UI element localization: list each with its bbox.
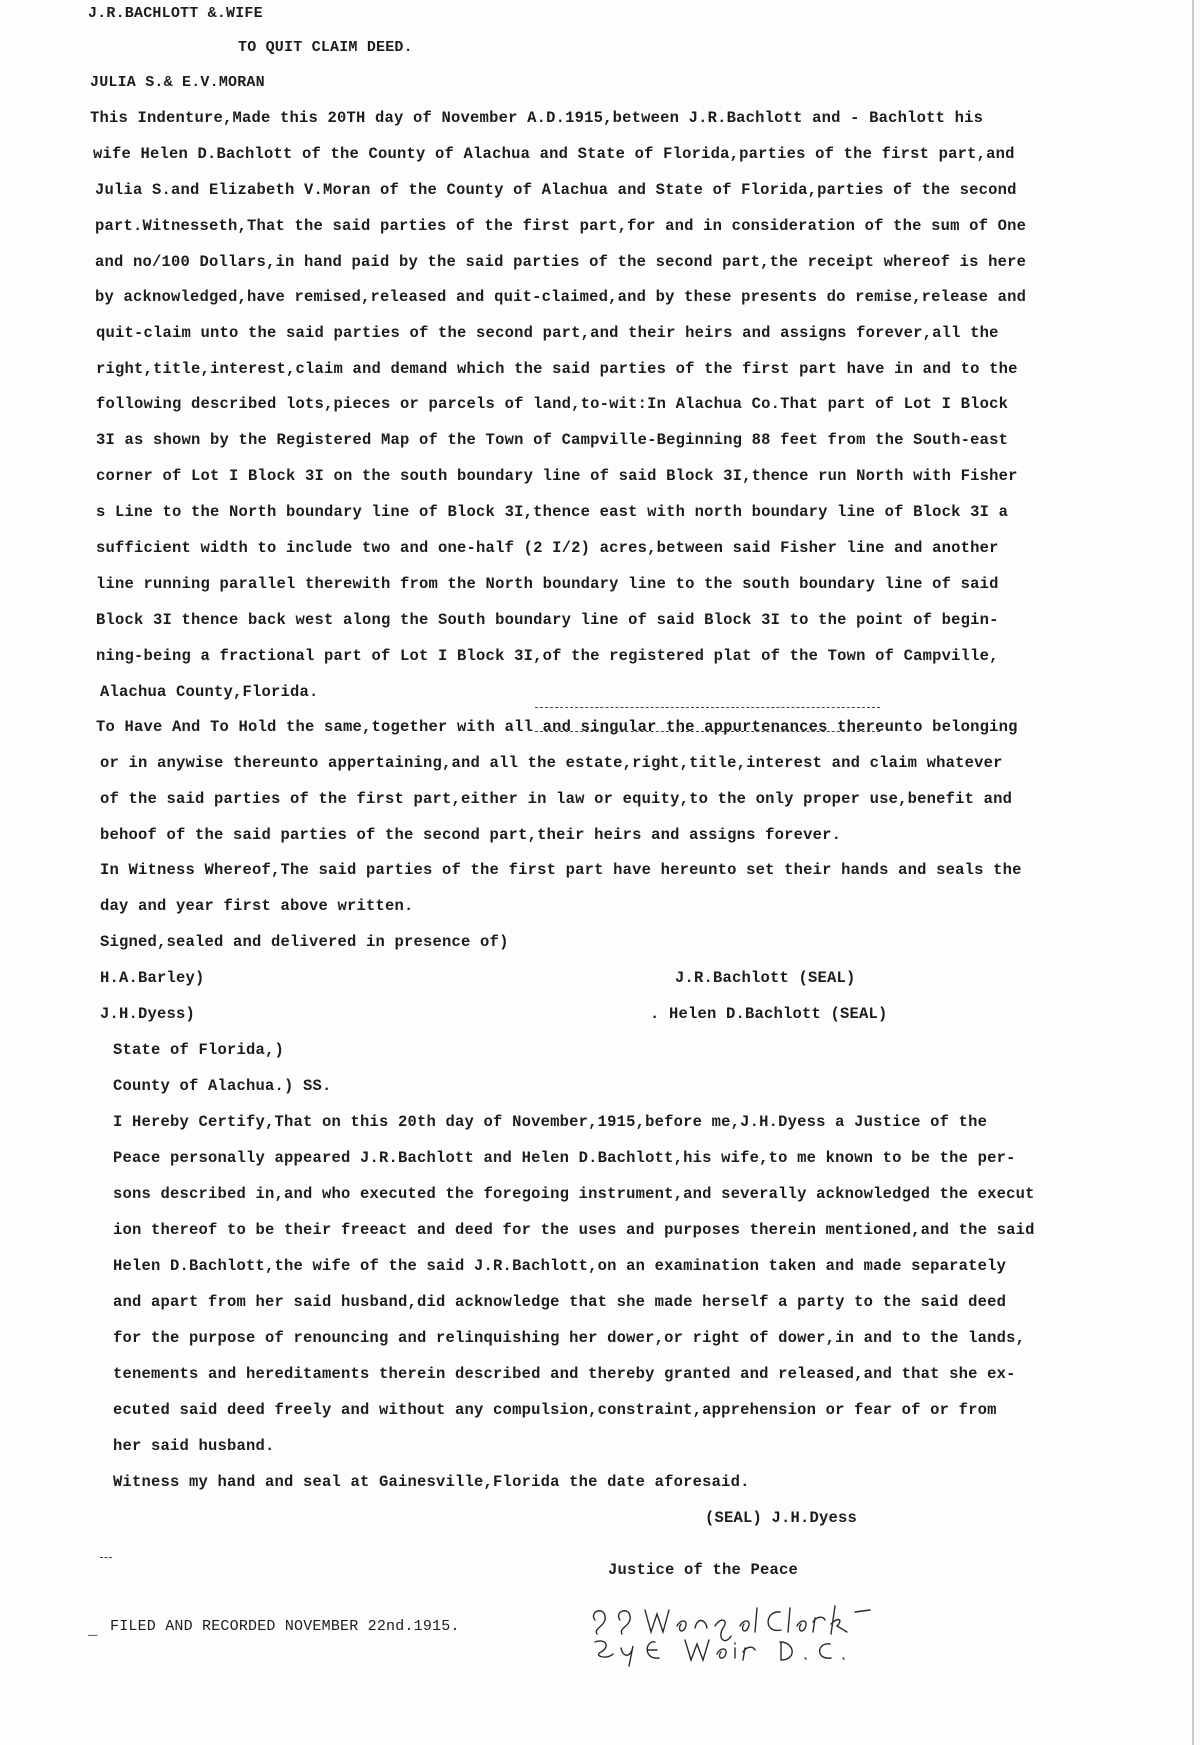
- officer-seal-name: (SEAL) J.H.Dyess: [705, 1509, 858, 1527]
- witness-1: H.A.Barley): [100, 969, 205, 987]
- signer-1: J.R.Bachlott (SEAL): [675, 969, 856, 987]
- body-line: part.Witnesseth,That the said parties of the first part,for and in consideration of the sum of One: [95, 217, 1027, 235]
- officer-title: Justice of the Peace: [608, 1561, 799, 1579]
- habendum-line: behoof of the said parties of the second part,their heirs and assigns forever.: [100, 826, 842, 844]
- acknowledgment-line: Helen D.Bachlott,the wife of the said J.R.Bachlott,on an examination taken and made separately: [113, 1257, 1007, 1275]
- body-line: following described lots,pieces or parcels of land,to-wit:In Alachua Co.That part of Lot I Block: [96, 395, 1009, 413]
- clerk-signature-image: [585, 1598, 925, 1668]
- body-line: sufficient width to include two and one-half (2 I/2) acres,between said Fisher line and another: [96, 539, 999, 557]
- acknowledgment-line: I Hereby Certify,That on this 20th day of November,1915,before me,J.H.Dyess a Justice of the: [113, 1113, 988, 1131]
- acknowledgment-line: and apart from her said husband,did acknowledge that she made herself a party to the said deed: [113, 1293, 1007, 1311]
- habendum-line: To Have And To Hold the same,together with all and singular the appurtenances thereunto belonging: [96, 718, 1018, 736]
- testimonium-line: In Witness Whereof,The said parties of the first part have hereunto set their hands and seals the: [100, 861, 1022, 879]
- presence-line: Signed,sealed and delivered in presence of): [100, 933, 509, 951]
- body-line: right,title,interest,claim and demand which the said parties of the first part have in and to the: [96, 360, 1018, 378]
- signer-2: . Helen D.Bachlott (SEAL): [650, 1005, 888, 1023]
- body-line: ning-being a fractional part of Lot I Block 3I,of the registered plat of the Town of Campville,: [96, 647, 999, 665]
- body-line: corner of Lot I Block 3I on the south boundary line of said Block 3I,thence run North with Fisher: [96, 467, 1018, 485]
- acknowledgment-line: ecuted said deed freely and without any compulsion,constraint,apprehension or fear of or from: [113, 1401, 997, 1419]
- testimonium-line: day and year first above written.: [100, 897, 414, 915]
- filing-recorded: FILED AND RECORDED NOVEMBER 22nd.1915.: [110, 1618, 460, 1635]
- habendum-line: of the said parties of the first part,either in law or equity,to the only proper use,benefit and: [100, 790, 1013, 808]
- acknowledgment-line: for the purpose of renouncing and relinquishing her dower,or right of dower,in and to the lands,: [113, 1329, 1026, 1347]
- body-line: Julia S.and Elizabeth V.Moran of the County of Alachua and State of Florida,parties of the second: [95, 181, 1017, 199]
- acknowledgment-line: sons described in,and who executed the foregoing instrument,and severally acknowledged the execut: [113, 1185, 1035, 1203]
- acknowledgment-line: Witness my hand and seal at Gainesville,Florida the date aforesaid.: [113, 1473, 750, 1491]
- dashed-rule: [535, 707, 880, 708]
- acknowledgment-line: ion thereof to be their freeact and deed for the uses and purposes therein mentioned,and the said: [113, 1221, 1035, 1239]
- page-edge-shadow: [1192, 0, 1194, 1745]
- body-line: Block 3I thence back west along the South boundary line of said Block 3I to the point of begin-: [96, 611, 999, 629]
- venue-county: County of Alachua.) SS.: [113, 1077, 332, 1095]
- filing-dash: _: [88, 1621, 98, 1639]
- witness-2: J.H.Dyess): [100, 1005, 196, 1023]
- grantee-heading: JULIA S.& E.V.MORAN: [90, 74, 265, 91]
- acknowledgment-line: Peace personally appeared J.R.Bachlott and Helen D.Bachlott,his wife,to me known to be the per-: [113, 1149, 1016, 1167]
- body-line: wife Helen D.Bachlott of the County of Alachua and State of Florida,parties of the first part,and: [93, 145, 1015, 163]
- body-line: by acknowledged,have remised,released and quit-claimed,and by these presents do remise,release and: [95, 288, 1027, 306]
- body-line: quit-claim unto the said parties of the second part,and their heirs and assigns forever,all the: [96, 324, 999, 342]
- venue-state: State of Florida,): [113, 1041, 285, 1059]
- body-line: 3I as shown by the Registered Map of the Town of Campville-Beginning 88 feet from the South-east: [96, 431, 1009, 449]
- body-line: This Indenture,Made this 20TH day of November A.D.1915,between J.R.Bachlott and - Bachlott his: [90, 109, 984, 127]
- body-line: s Line to the North boundary line of Block 3I,thence east with north boundary line of Block 3I a: [96, 503, 1009, 521]
- body-line: and no/100 Dollars,in hand paid by the said parties of the second part,the receipt whereof is here: [95, 253, 1027, 271]
- deed-type-heading: TO QUIT CLAIM DEED.: [238, 39, 413, 56]
- acknowledgment-line: tenements and hereditaments therein described and thereby granted and released,and that she ex-: [113, 1365, 1016, 1383]
- habendum-line: or in anywise thereunto appertaining,and all the estate,right,title,interest and claim whatever: [100, 754, 1003, 772]
- grantor-heading: J.R.BACHLOTT &.WIFE: [88, 5, 263, 22]
- body-line: Alachua County,Florida.: [100, 683, 319, 701]
- margin-mark: [100, 1557, 112, 1558]
- acknowledgment-line: her said husband.: [113, 1437, 275, 1455]
- body-line: line running parallel therewith from the North boundary line to the south boundary line of said: [96, 575, 999, 593]
